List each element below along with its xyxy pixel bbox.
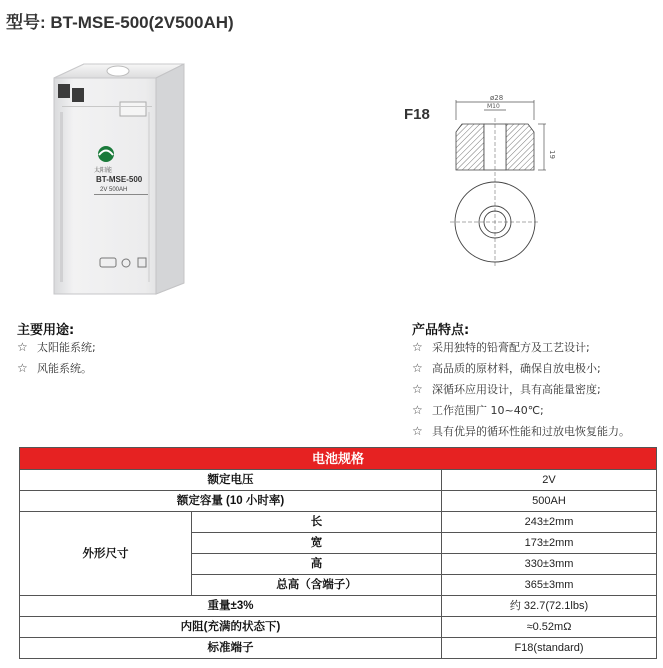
star-icon: ☆ — [17, 340, 28, 354]
terminal-type-value: F18(standard) — [442, 638, 657, 659]
spec-table-heading: 电池规格 — [20, 448, 657, 470]
spec-table — [19, 447, 657, 659]
height-label: 19 — [548, 150, 556, 159]
rated-capacity-label: 额定容量 (10 小时率) — [20, 491, 442, 512]
list-item-text: 具有优异的循环性能和过放电恢复能力。 — [432, 425, 630, 438]
total-height-label: 总高（含端子） — [192, 575, 442, 596]
star-icon: ☆ — [412, 403, 423, 417]
battery-image — [44, 58, 194, 298]
list-item — [412, 379, 630, 400]
list-item — [412, 337, 630, 358]
list-item-text: 采用独特的铅膏配方及工艺设计; — [432, 341, 590, 354]
rated-voltage-label: 额定电压 — [20, 470, 442, 491]
total-height-value: 365±3mm — [442, 575, 657, 596]
battery-brand-text: 太阳能 — [94, 167, 113, 174]
uses-heading: 主要用途: — [17, 323, 75, 338]
star-icon: ☆ — [17, 361, 28, 375]
length-value: 243±2mm — [442, 512, 657, 533]
width-label: 宽 — [192, 533, 442, 554]
list-item — [17, 337, 96, 358]
uses-list — [17, 337, 96, 379]
table-row — [20, 470, 657, 491]
star-icon: ☆ — [412, 382, 423, 396]
width-value: 173±2mm — [442, 533, 657, 554]
list-item-text: 高品质的原材料，确保自放电极小; — [432, 362, 601, 375]
features-list — [412, 337, 630, 442]
table-row — [20, 512, 657, 533]
list-item — [412, 421, 630, 442]
resistance-value: ≈0.52mΩ — [442, 617, 657, 638]
table-row — [20, 638, 657, 659]
list-item — [17, 358, 96, 379]
list-item — [412, 358, 630, 379]
height-value: 330±3mm — [442, 554, 657, 575]
list-item-text: 风能系统。 — [37, 362, 92, 375]
table-header-row — [20, 448, 657, 470]
rated-voltage-value: 2V — [442, 470, 657, 491]
length-label: 长 — [192, 512, 442, 533]
list-item — [412, 400, 630, 421]
terminal-label: F18 — [404, 106, 430, 123]
list-item-text: 工作范围广 10~40℃; — [432, 404, 544, 417]
star-icon: ☆ — [412, 340, 423, 354]
list-item-text: 太阳能系统; — [37, 341, 96, 354]
resistance-label: 内阻(充满的状态下) — [20, 617, 442, 638]
list-item-text: 深循环应用设计，具有高能量密度; — [432, 383, 601, 396]
features-heading: 产品特点: — [412, 323, 470, 338]
thread-label: M10 — [487, 103, 500, 110]
star-icon: ☆ — [412, 361, 423, 375]
weight-value: 约 32.7(72.1lbs) — [442, 596, 657, 617]
battery-spec-text: 2V 500AH — [100, 187, 128, 193]
battery-model-text: BT-MSE-500 — [96, 175, 143, 184]
model-title: 型号: BT-MSE-500(2V500AH) — [6, 13, 234, 32]
battery-logo-icon — [98, 146, 114, 162]
terminal-type-label: 标准端子 — [20, 638, 442, 659]
terminal-drawing — [440, 90, 560, 270]
outer-diameter-label: ø28 — [490, 94, 504, 102]
height-label: 高 — [192, 554, 442, 575]
rated-capacity-value: 500AH — [442, 491, 657, 512]
dimensions-label: 外形尺寸 — [20, 512, 192, 596]
table-row — [20, 491, 657, 512]
table-row — [20, 596, 657, 617]
table-row — [20, 617, 657, 638]
weight-label: 重量±3% — [20, 596, 442, 617]
star-icon: ☆ — [412, 424, 423, 438]
